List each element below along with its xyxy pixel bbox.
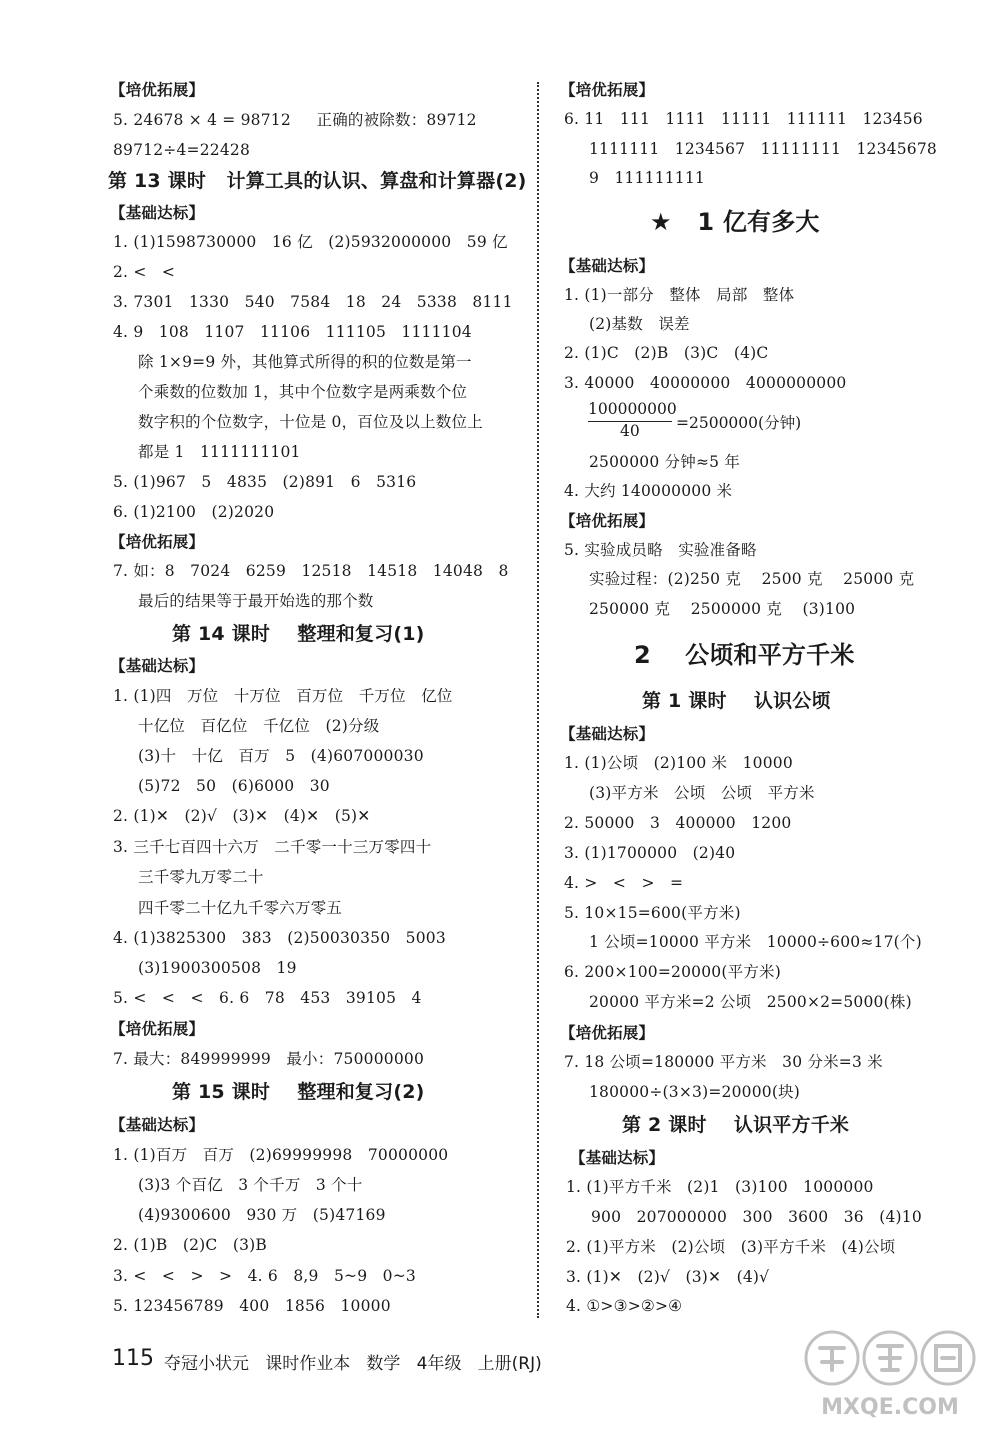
answer-line: 2500000 分钟≈5 年: [589, 453, 741, 471]
section-label: 【基础达标】: [110, 657, 205, 675]
answer-line: 5. 10×15=600(平方米): [564, 904, 741, 922]
page-number: 115: [112, 1346, 154, 1371]
answer-line: 1 公顷=10000 平方米 10000÷600≈17(个): [589, 933, 922, 951]
answer-line: 1. (1)平方千米 (2)1 (3)100 1000000: [566, 1178, 874, 1196]
answer-line: 2. (1)C (2)B (3)C (4)C: [564, 344, 769, 362]
answer-line: (3)平方米 公顷 公顷 平方米: [589, 784, 815, 802]
answer-line: (4)9300600 930 万 (5)47169: [138, 1206, 386, 1224]
section-label: 【基础达标】: [560, 257, 655, 275]
section-label: 【基础达标】: [570, 1149, 665, 1167]
answer-line: 5. < < < 6. 6 78 453 39105 4: [113, 989, 422, 1007]
section-label: 【培优拓展】: [110, 1020, 205, 1038]
answer-line: 9 111111111: [589, 169, 705, 187]
watermark-logo: [792, 1322, 988, 1422]
answer-line: 2. (1)✕ (2)√ (3)✕ (4)✕ (5)✕: [113, 807, 371, 825]
answer-line: 4. 大约 140000000 米: [564, 482, 733, 500]
lesson-title: 第 2 课时 认识平方千米: [622, 1114, 850, 1136]
answer-line: 5. 123456789 400 1856 10000: [113, 1297, 391, 1315]
book-title: 夺冠小状元 课时作业本 数学 4年级 上册(RJ): [164, 1354, 542, 1374]
answer-line: 20000 平方米=2 公顷 2500×2=5000(株): [589, 993, 912, 1011]
answer-line: 2. 50000 3 400000 1200: [564, 814, 792, 832]
answer-line: 3. 40000 40000000 4000000000: [564, 374, 847, 392]
answer-line: 4. 9 108 1107 11106 111105 1111104: [113, 323, 472, 341]
section-label: 【基础达标】: [110, 204, 205, 222]
answer-line: 1. (1)一部分 整体 局部 整体: [564, 286, 795, 304]
fraction-result: =2500000(分钟): [676, 414, 802, 432]
answer-line: 十亿位 百亿位 千亿位 (2)分级: [138, 717, 380, 735]
answer-line: 3. < < > > 4. 6 8,9 5~9 0~3: [113, 1267, 416, 1285]
answer-line: 2. (1)平方米 (2)公顷 (3)平方千米 (4)公顷: [566, 1238, 896, 1256]
answer-line: 5. 实验成员略 实验准备略: [564, 541, 757, 559]
unit-title: 2 公顷和平方千米: [634, 641, 855, 669]
answer-line: 4. (1)3825300 383 (2)50030350 5003: [113, 929, 446, 947]
lesson-title: 第 14 课时 整理和复习(1): [172, 623, 425, 645]
answer-line: 4. > < > =: [564, 874, 684, 892]
fraction-numerator: 100000000: [588, 400, 677, 418]
answer-line: 1. (1)百万 百万 (2)69999998 70000000: [113, 1146, 449, 1164]
answer-line: 个乘数的位数加 1，其中个位数字是两乘数个位: [138, 383, 468, 401]
answer-line: 6. 200×100=20000(平方米): [564, 963, 781, 981]
answer-line: 2. < <: [113, 263, 176, 281]
answer-line: 6. 11 111 1111 11111 111111 123456: [564, 110, 923, 128]
section-label: 【培优拓展】: [560, 81, 655, 99]
answer-line: 1. (1)四 万位 十万位 百万位 千万位 亿位: [113, 687, 453, 705]
answer-line: 180000÷(3×3)=20000(块): [589, 1083, 801, 1101]
answer-line: 7. 如：8 7024 6259 12518 14518 14048 8: [113, 562, 509, 580]
answer-line: 三千零九万零二十: [138, 868, 264, 886]
answer-line: (3)3 个百亿 3 个千万 3 个十: [138, 1176, 363, 1194]
lesson-title: 第 1 课时 认识公顷: [642, 690, 831, 712]
fraction-expression: [588, 400, 868, 444]
fraction-denominator: 40: [620, 422, 640, 440]
answer-line: 3. 三千七百四十六万 二千零一十三万零四十: [113, 838, 432, 856]
answer-line: 7. 18 公顷=180000 平方米 30 分米=3 米: [564, 1053, 883, 1071]
watermark-glyph-2: [878, 1346, 902, 1370]
answer-line: (3)十 十亿 百万 5 (4)607000030: [138, 747, 424, 765]
answer-line: 3. 7301 1330 540 7584 18 24 5338 8111: [113, 293, 513, 311]
answer-line: 除 1×9=9 外，其他算式所得的积的位数是第一: [138, 353, 472, 371]
lesson-title: 第 13 课时 计算工具的认识、算盘和计算器(2): [108, 170, 527, 192]
lesson-title: 第 15 课时 整理和复习(2): [172, 1081, 425, 1103]
answer-line: 实验过程：(2)250 克 2500 克 25000 克: [589, 570, 915, 588]
answer-line: (2)基数 误差: [589, 315, 690, 333]
answer-line: 3. (1)1700000 (2)40: [564, 844, 736, 862]
answer-line: 都是 1 1111111101: [138, 443, 301, 461]
answer-line: 2. (1)B (2)C (3)B: [113, 1236, 267, 1254]
answer-line: 900 207000000 300 3600 36 (4)10: [591, 1208, 922, 1226]
answer-line: 3. (1)✕ (2)√ (3)✕ (4)√: [566, 1268, 770, 1286]
answer-line: 1. (1)公顷 (2)100 米 10000: [564, 754, 793, 772]
section-label: 【培优拓展】: [110, 81, 205, 99]
answer-line: 6. (1)2100 (2)2020: [113, 503, 275, 521]
answer-line: 5. 24678 × 4 = 98712 正确的被除数：89712: [113, 111, 477, 129]
unit-title: ★ 1 亿有多大: [650, 208, 820, 236]
column-divider: [537, 82, 539, 1318]
answer-line: 5. (1)967 5 4835 (2)891 6 5316: [113, 473, 417, 491]
answer-line: 最后的结果等于最开始选的那个数: [138, 592, 374, 610]
answer-line: (3)1900300508 19: [138, 959, 297, 977]
watermark-text: MXQE.COM: [821, 1395, 959, 1420]
section-label: 【培优拓展】: [560, 512, 655, 530]
answer-line: 数字积的个位数字，十位是 0，百位及以上数位上: [138, 413, 483, 431]
answer-line: 4. ①>③>②>④: [566, 1297, 683, 1315]
answer-line: (5)72 50 (6)6000 30: [138, 777, 330, 795]
watermark-glyph-3: [936, 1346, 960, 1370]
answer-line: 1. (1)1598730000 16 亿 (2)5932000000 59 亿: [113, 233, 508, 251]
answer-line: 89712÷4=22428: [113, 141, 251, 159]
answer-line: 1111111 1234567 11111111 12345678: [589, 140, 937, 158]
section-label: 【培优拓展】: [110, 533, 205, 551]
watermark-glyph-1: [820, 1348, 844, 1370]
answer-line: 7. 最大：849999999 最小：750000000: [113, 1050, 425, 1068]
section-label: 【基础达标】: [110, 1116, 205, 1134]
section-label: 【基础达标】: [560, 725, 655, 743]
answer-line: 四千零二十亿九千零六万零五: [138, 899, 343, 917]
answer-line: 250000 克 2500000 克 (3)100: [589, 600, 856, 618]
section-label: 【培优拓展】: [560, 1024, 655, 1042]
